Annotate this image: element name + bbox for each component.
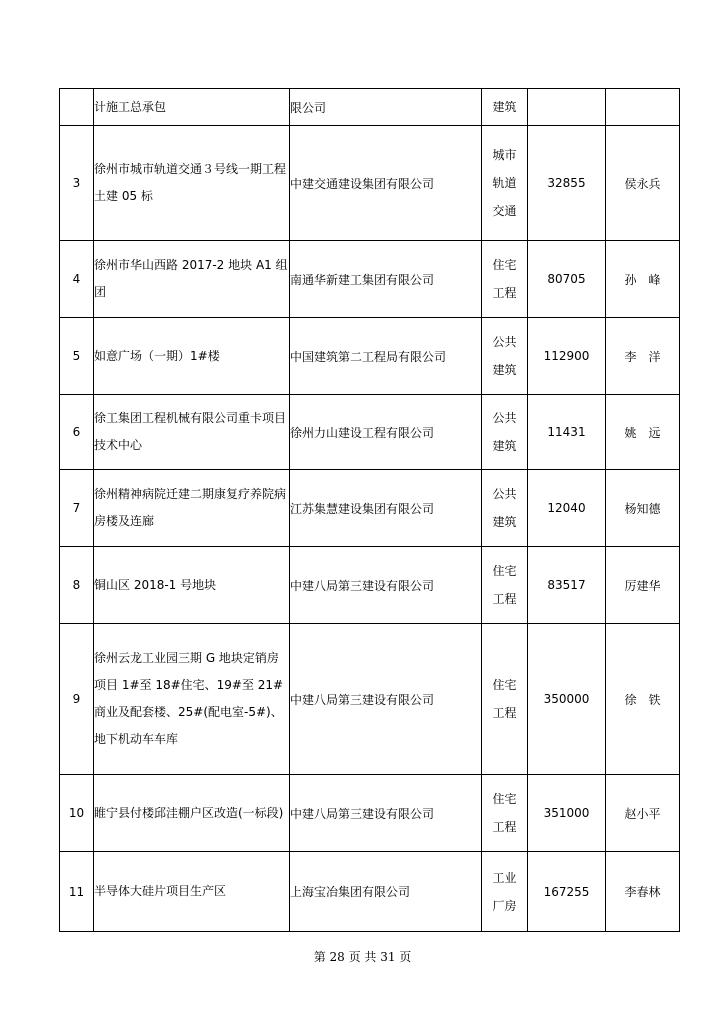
- manager-cell: 孙 峰: [606, 241, 680, 318]
- company-cell: 中建交通建设集团有限公司: [290, 126, 482, 241]
- row-index-cell: 10: [60, 775, 94, 852]
- area-cell: 12040: [528, 470, 606, 547]
- project-type-cell: [482, 852, 528, 932]
- project-name-cell: 半导体大硅片项目生产区: [94, 852, 290, 932]
- table-body: [60, 89, 680, 932]
- manager-cell: 侯永兵: [606, 126, 680, 241]
- project-type-line: 住宅: [492, 564, 517, 578]
- project-type-line: 工业: [492, 870, 517, 885]
- area-cell: 351000: [528, 775, 606, 852]
- company-cell: 上海宝冶集团有限公司: [290, 852, 482, 932]
- project-name-cell: 徐州精神病院迁建二期康复疗养院病房楼及连廊: [94, 470, 290, 547]
- company-cell: 限公司: [290, 89, 482, 126]
- table-row: [60, 775, 680, 852]
- project-type-cell: [482, 241, 528, 318]
- project-table: [59, 88, 680, 932]
- project-type-line: 住宅: [492, 678, 517, 692]
- project-type-cell: [482, 318, 528, 395]
- manager-cell: 赵小平: [606, 775, 680, 852]
- company-cell: 南通华新建工集团有限公司: [290, 241, 482, 318]
- project-type-cell: [482, 89, 528, 126]
- project-type-cell: [482, 547, 528, 624]
- table-row: [60, 89, 680, 126]
- project-type-line: 公共: [492, 487, 517, 501]
- row-index-cell: 3: [60, 126, 94, 241]
- table-row: [60, 395, 680, 470]
- table-row: [60, 241, 680, 318]
- project-name-cell: 计施工总承包: [94, 89, 290, 126]
- project-type-line: 工程: [492, 706, 517, 720]
- project-type-line: 工程: [492, 820, 517, 834]
- company-cell: 江苏集慧建设集团有限公司: [290, 470, 482, 547]
- project-type-line: 公共: [492, 411, 517, 425]
- table-row: [60, 318, 680, 395]
- area-cell: 350000: [528, 624, 606, 775]
- row-index-cell: 4: [60, 241, 94, 318]
- manager-cell: 厉建华: [606, 547, 680, 624]
- row-index-cell: 8: [60, 547, 94, 624]
- table-row: [60, 852, 680, 932]
- row-index-cell: 11: [60, 852, 94, 932]
- project-type-line: 建筑: [492, 100, 517, 114]
- project-type-line: 城市: [492, 148, 517, 162]
- manager-cell: 姚 远: [606, 395, 680, 470]
- page-number: 第 28 页 共 31 页: [313, 950, 412, 964]
- project-name-cell: 徐州市城市轨道交通３号线一期工程土建 05 标: [94, 126, 290, 241]
- table-row: [60, 624, 680, 775]
- project-type-cell: [482, 395, 528, 470]
- row-index-cell: 5: [60, 318, 94, 395]
- project-type-line: 工程: [492, 286, 517, 300]
- area-cell: [528, 89, 606, 126]
- project-type-line: 建筑: [492, 439, 517, 453]
- project-type-line: 公共: [492, 335, 517, 349]
- project-type-line: 轨道: [492, 176, 517, 190]
- project-type-cell: [482, 775, 528, 852]
- project-type-cell: [482, 126, 528, 241]
- area-cell: 80705: [528, 241, 606, 318]
- project-name-cell: 徐工集团工程机械有限公司重卡项目技术中心: [94, 395, 290, 470]
- project-type-line: 住宅: [492, 792, 517, 806]
- project-name-cell: 如意广场（一期）1#楼: [94, 318, 290, 395]
- project-type-line: 交通: [492, 204, 517, 218]
- row-index-cell: [60, 89, 94, 126]
- project-type-line: 工程: [492, 592, 517, 606]
- project-type-line: 建筑: [492, 363, 517, 377]
- table-row: [60, 547, 680, 624]
- manager-cell: 李 洋: [606, 318, 680, 395]
- table-row: [60, 126, 680, 241]
- area-cell: 112900: [528, 318, 606, 395]
- area-cell: 167255: [528, 852, 606, 932]
- company-cell: 中国建筑第二工程局有限公司: [290, 318, 482, 395]
- project-name-cell: 睢宁县付楼邱洼棚户区改造(一标段): [94, 775, 290, 852]
- project-name-cell: 铜山区 2018-1 号地块: [94, 547, 290, 624]
- row-index-cell: 7: [60, 470, 94, 547]
- table-row: [60, 470, 680, 547]
- project-name-cell: 徐州云龙工业园三期 G 地块定销房项目 1#至 18#住宅、19#至 21#商业及配套楼、25#(配电室-5#)、地下机动车车库: [94, 624, 290, 775]
- company-cell: 中建八局第三建设有限公司: [290, 624, 482, 775]
- project-type-cell: [482, 624, 528, 775]
- company-cell: 中建八局第三建设有限公司: [290, 547, 482, 624]
- project-type-line: 厂房: [492, 898, 517, 913]
- row-index-cell: 6: [60, 395, 94, 470]
- project-type-cell: [482, 470, 528, 547]
- project-name-cell: 徐州市华山西路 2017-2 地块 A1 组团: [94, 241, 290, 318]
- company-cell: 徐州力山建设工程有限公司: [290, 395, 482, 470]
- area-cell: 11431: [528, 395, 606, 470]
- area-cell: 32855: [528, 126, 606, 241]
- manager-cell: [606, 89, 680, 126]
- project-type-line: 住宅: [492, 258, 517, 272]
- manager-cell: 徐 铁: [606, 624, 680, 775]
- project-type-line: 建筑: [492, 515, 517, 529]
- row-index-cell: 9: [60, 624, 94, 775]
- area-cell: 83517: [528, 547, 606, 624]
- manager-cell: 杨知德: [606, 470, 680, 547]
- company-cell: 中建八局第三建设有限公司: [290, 775, 482, 852]
- manager-cell: 李春林: [606, 852, 680, 932]
